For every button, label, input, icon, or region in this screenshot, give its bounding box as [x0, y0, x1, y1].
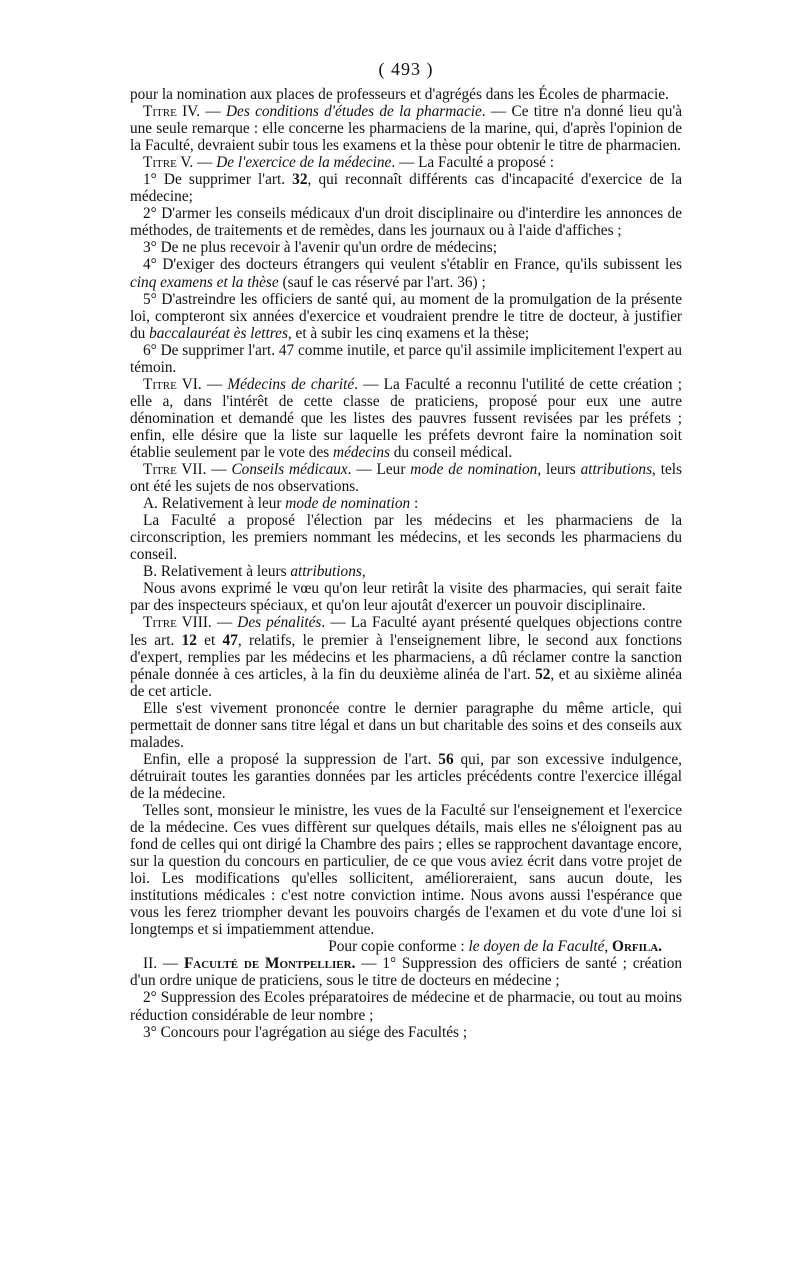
text-run: , et à subir les cinq examens et la thèse;: [287, 324, 530, 342]
paragraph: [130, 955, 682, 989]
paragraph: [130, 86, 682, 103]
text-run: attributions: [580, 461, 653, 479]
paragraph: [130, 751, 682, 802]
text-run: , qui reconnaît différents cas d'incapacité d'exercice de la médecine;: [130, 171, 682, 206]
text-run: mode de nomination: [285, 495, 411, 513]
paragraph: [130, 376, 682, 461]
text-run: —: [193, 154, 217, 172]
paragraph: [130, 563, 682, 580]
text-run: cinq examens et la thèse: [130, 273, 279, 291]
text-run: 6° De supprimer l'art. 47 comme inutile, et parce qu'il assimile implicitement l'expert au témoin.: [130, 341, 682, 376]
text-run: qui, par son excessive indulgence, détruirait toutes les garanties données par les articles précédents contre l'exercice illégal de la médecine.: [130, 750, 682, 802]
text-run: du conseil médical.: [389, 443, 513, 461]
text-run: 56: [438, 750, 454, 768]
text-run: —: [200, 103, 226, 121]
text-run: Titre VII.: [143, 461, 207, 479]
text-run: mode de nomination: [410, 461, 538, 479]
text-run: Titre VI.: [143, 375, 202, 393]
text-run: . — Ce titre n'a donné lieu qu'à une seule remarque : elle concerne les pharmaciens de la marine, qui, d'après l'opinion de la Faculté, devraient subir tous les examens et la thèse pour obtenir le titre de pharmacien.: [130, 103, 682, 155]
paragraph: [130, 614, 682, 699]
text-run: 47: [222, 631, 238, 649]
text-run: , tels ont été les sujets de nos observations.: [130, 461, 682, 496]
text-run: Telles sont, monsieur le ministre, les vues de la Faculté sur l'enseignement et l'exercice de la médecine. Ces vues diffèrent sur quelques détails, mais elles ne s'éloignent pas au fond de celles qui ont dirigé la Chambre des pairs ; elles se rapprochent davantage encore, sur la question du concours en particulier, de ce que vous aviez écrit dans votre projet de loi. Les modifications qu'elles sollicitent, amélioreraient, sans aucun doute, les institutions médicales : c'est notre conviction intime. Nous avons aussi l'espérance que vous les ferez triompher devant les pouvoirs chargés de l'examen et du vote d'une loi si longtemps et si impatiemment attendue.: [130, 801, 682, 939]
paragraph: [130, 342, 682, 376]
text-run: Orfila.: [612, 938, 662, 956]
text-run: . — Leur: [347, 461, 411, 479]
text-run: ,: [604, 938, 613, 956]
text-run: 4° D'exiger des docteurs étrangers qui veulent s'établir en France, qu'ils subissent les: [143, 256, 682, 274]
text-run: — 1° Suppression des officiers de santé ; création d'un ordre unique de praticiens, sous le titre de docteurs en médecine ;: [130, 955, 682, 990]
text-run: , relatifs, le premier à l'enseignement libre, le second aux fonctions d'expert, remplies par les médecins et les pharmaciens, a dû réclamer contre la sanction pénale donnée à ces articles, à la fin du deuxième alinéa de l'art.: [130, 631, 682, 683]
text-run: 3° Concours pour l'agrégation au siége des Facultés ;: [143, 1023, 468, 1041]
text-run: 1° De supprimer l'art.: [143, 171, 293, 189]
text-run: , leurs: [537, 461, 581, 479]
text-run: De l'exercice de la médecine: [216, 154, 392, 172]
paragraph: [130, 256, 682, 290]
paragraph: [130, 205, 682, 239]
text-run: Nous avons exprimé le vœu qu'on leur retirât la visite des pharmacies, qui serait faite par des inspecteurs spéciaux, et qu'on leur ajoutât d'exercer un pouvoir disciplinaire.: [130, 580, 682, 615]
text-run: La Faculté a proposé l'élection par les médecins et les pharmaciens de la circonscription, les premiers nommant les médecins, et les seconds les pharmaciens du conseil.: [130, 512, 682, 564]
text-run: et: [196, 631, 223, 649]
text-run: 32: [292, 171, 308, 189]
page-number: ( 493 ): [378, 59, 434, 79]
text-run: 52: [535, 665, 551, 683]
paragraph: [130, 461, 682, 495]
text-run: . — La Faculté a proposé :: [391, 154, 555, 172]
text-run: Conseils médicaux: [231, 461, 348, 479]
paragraph: [130, 171, 682, 205]
text-run: Des conditions d'études de la pharmacie: [225, 103, 482, 121]
text-run: —: [206, 461, 232, 479]
paragraph: [130, 989, 682, 1023]
document-page: [130, 58, 682, 1041]
paragraph: [130, 580, 682, 614]
text-run: 2° Suppression des Ecoles préparatoires de médecine et de pharmacie, ou tout au moins réduction considérable de leur nombre ;: [130, 989, 682, 1024]
signature-line: [130, 938, 682, 955]
body-text: [130, 86, 682, 1041]
text-run: 5° D'astreindre les officiers de santé qui, au moment de la promulgation de la présente loi, compteront six années d'exercice et voudraient prendre le titre de docteur, à justifier du: [130, 290, 682, 342]
text-run: le doyen de la Faculté: [468, 938, 605, 956]
text-run: Elle s'est vivement prononcée contre le dernier paragraphe du même article, qui permettait de donner sans titre légal et dans un but charitable des soins et des conseils aux malades.: [130, 699, 682, 751]
text-run: Enfin, elle a proposé la suppression de l'art.: [143, 750, 439, 768]
text-run: . — La Faculté ayant présenté quelques objections contre les art.: [130, 614, 683, 649]
text-run: Des pénalités: [237, 614, 322, 632]
text-run: II. —: [143, 955, 184, 973]
text-run: Médecins de charité: [227, 375, 355, 393]
text-run: Titre IV.: [143, 103, 201, 121]
text-run: ,: [361, 563, 366, 581]
text-run: B. Relativement à leurs: [143, 563, 291, 581]
paragraph: [130, 154, 682, 171]
text-run: (sauf le cas réservé par l'art. 36) ;: [278, 273, 486, 291]
text-run: :: [410, 495, 419, 513]
paragraph: [130, 495, 682, 512]
text-run: 3° De ne plus recevoir à l'avenir qu'un ordre de médecins;: [143, 239, 497, 257]
text-run: —: [211, 614, 238, 632]
text-run: baccalauréat ès lettres: [149, 324, 288, 342]
text-run: Titre VIII.: [143, 614, 212, 632]
paragraph: [130, 291, 682, 342]
text-run: , et au sixième alinéa de cet article.: [130, 665, 682, 700]
text-run: pour la nomination aux places de professeurs et d'agrégés dans les Écoles de pharmacie.: [130, 86, 669, 103]
text-run: . — La Faculté a reconnu l'utilité de cette création ; elle a, dans l'intérêt de cette classe de praticiens, proposé pour eux une autre dénomination et demandé que les listes des pauvres fussent revisées par les préfets ; enfin, elle désire que la liste sur laquelle les préfets devront faire la nomination soit établie seulement par le vote des: [130, 375, 682, 461]
text-run: Pour copie conforme :: [328, 938, 469, 956]
text-run: médecins: [333, 443, 390, 461]
text-run: Titre V.: [143, 154, 194, 172]
paragraph: [130, 512, 682, 563]
paragraph: [130, 239, 682, 256]
text-run: attributions: [290, 563, 362, 581]
text-run: 12: [181, 631, 197, 649]
text-run: Faculté de Montpellier.: [183, 955, 356, 973]
paragraph: [130, 802, 682, 938]
text-run: 2° D'armer les conseils médicaux d'un droit disciplinaire ou d'interdire les annonces de méthodes, de traitements et de remèdes, dans les journaux ou à l'aide d'affiches ;: [130, 205, 682, 240]
paragraph: [130, 103, 682, 154]
paragraph: [130, 1024, 682, 1041]
text-run: —: [201, 375, 228, 393]
text-run: A. Relativement à leur: [143, 495, 286, 513]
paragraph: [130, 700, 682, 751]
